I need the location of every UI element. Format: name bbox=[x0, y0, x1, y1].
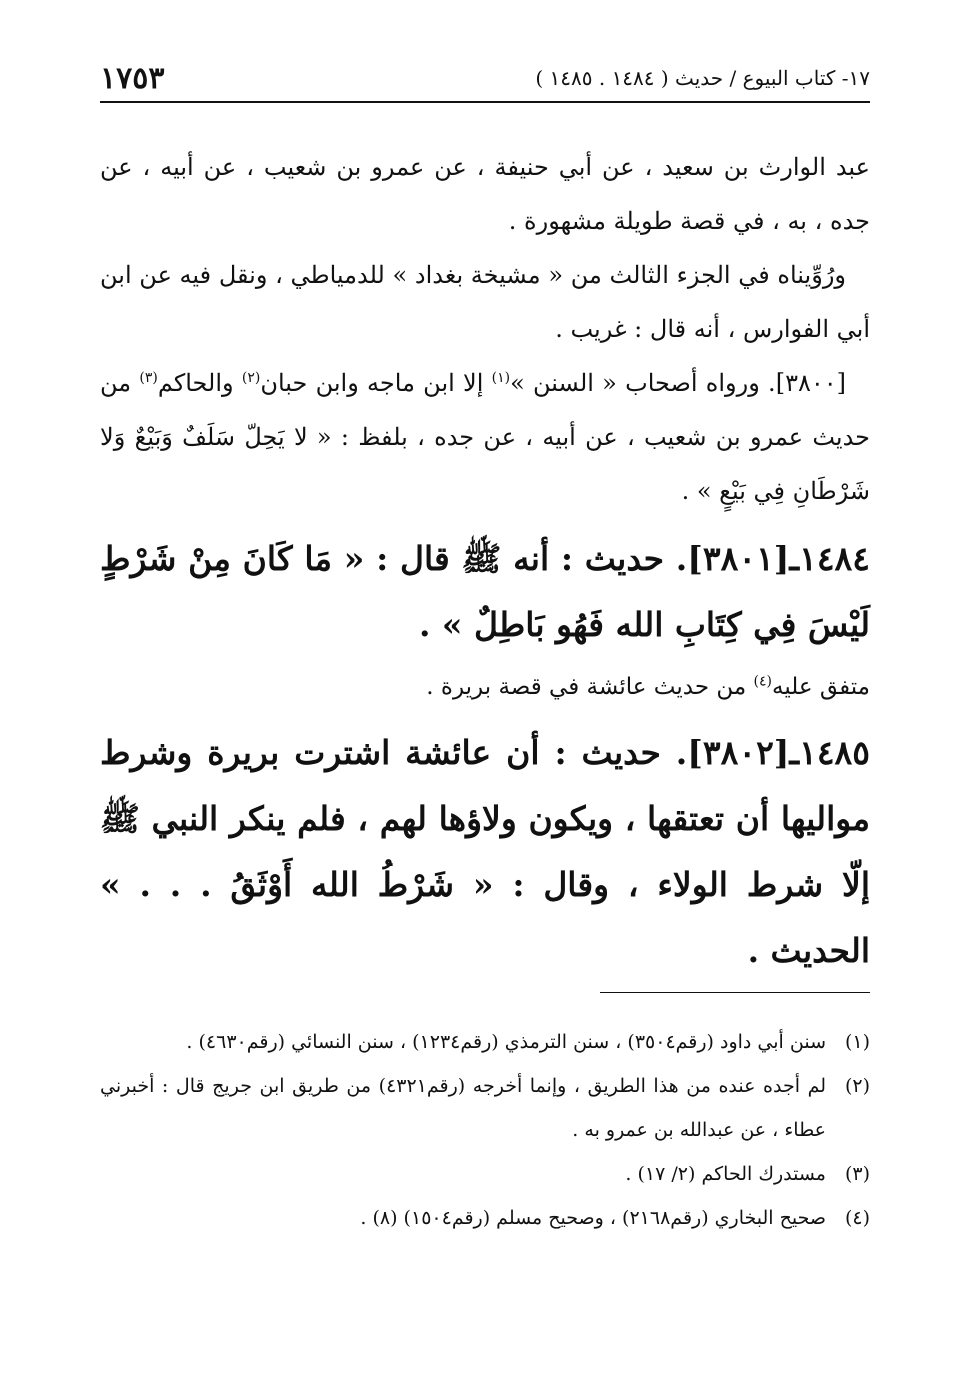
attribution-text-b: من حديث عائشة في قصة بريرة . bbox=[426, 674, 754, 700]
footnote-number: (٢) bbox=[844, 1075, 870, 1097]
footnote-number: (٣) bbox=[844, 1163, 870, 1185]
paragraph-3800 bbox=[100, 356, 870, 518]
footnote-2 bbox=[100, 1064, 870, 1152]
hadith-1485: ١٤٨٥ـ[٣٨٠٢]. حديث : أن عائشة اشترت بريرة وشرط مواليها أن تعتقها ، ويكون ولاؤها لهم ، فلم ينكر النبي ﷺ إلّا شرط الولاء ، وقال : « شَرْطُ الله أَوْثَقُ . . . » الحديث . bbox=[100, 733, 870, 970]
footnote-text: مستدرك الحاكم (٢/ ١٧) . bbox=[625, 1163, 826, 1185]
footnote-ref-2[interactable]: (٢) bbox=[241, 370, 261, 386]
paragraph-3800-part-a: [٣٨٠٠]. ورواه أصحاب « السنن » bbox=[510, 369, 846, 397]
header-divider bbox=[100, 101, 870, 103]
running-header-title: ١٧- كتاب البيوع / حديث ( ١٤٨٤ . ١٤٨٥ ) bbox=[535, 66, 870, 90]
paragraph-chain-of-narration: عبد الوارث بن سعيد ، عن أبي حنيفة ، عن عمرو بن شعيب ، عن أبيه ، عن جده ، به ، في قصة طويلة مشهورة . bbox=[100, 153, 870, 235]
footnote-ref-1[interactable]: (١) bbox=[491, 370, 511, 386]
footnote-divider bbox=[600, 992, 870, 993]
paragraph-3800-part-d: من حديث عمرو بن شعيب ، عن أبيه ، عن جده ، بلفظ : « لا يَحِلّ سَلَفٌ وَبَيْعٌ وَلا شَرْطَانِ فِي بَيْعٍ » . bbox=[100, 369, 870, 505]
main-text bbox=[100, 140, 870, 984]
hadith-1484: ١٤٨٤ـ[٣٨٠١]. حديث : أنه ﷺ قال : « مَا كَانَ مِنْ شَرْطٍ لَيْسَ فِي كِتَابِ الله فَهُو بَاطِلٌ » . bbox=[100, 539, 870, 644]
page-number: ١٧٥٣ bbox=[100, 60, 165, 96]
footnote-4 bbox=[100, 1196, 870, 1240]
footnote-number: (٤) bbox=[844, 1207, 870, 1229]
footnote-text: سنن أبي داود (رقم٣٥٠٤) ، سنن الترمذي (رقم١٢٣٤) ، سنن النسائي (رقم٤٦٣٠) . bbox=[186, 1031, 826, 1053]
footnote-text: صحيح البخاري (رقم٢١٦٨) ، وصحيح مسلم (رقم١٥٠٤) (٨) . bbox=[360, 1207, 826, 1229]
attribution-text-a: متفق عليه bbox=[772, 674, 870, 700]
paragraph-riwayah: ورُوِّيناه في الجزء الثالث من « مشيخة بغداد » للدمياطي ، ونقل فيه عن ابن أبي الفوارس ، أنه قال : غريب . bbox=[100, 261, 870, 343]
paragraph-3800-part-c: والحاكم bbox=[157, 369, 242, 397]
footnote-number: (١) bbox=[844, 1031, 870, 1053]
footnote-text: لم أجده عنده من هذا الطريق ، وإنما أخرجه (رقم٤٣٢١) من طريق ابن جريج قال : أخبرني عطاء ، عن عبدالله بن عمرو به . bbox=[100, 1075, 827, 1141]
running-header bbox=[100, 58, 870, 98]
footnotes bbox=[100, 1020, 870, 1240]
footnote-ref-4[interactable]: (٤) bbox=[753, 673, 772, 690]
paragraph-3800-part-b: إلا ابن ماجه وابن حبان bbox=[260, 369, 492, 397]
footnote-3 bbox=[100, 1152, 870, 1196]
footnote-1 bbox=[100, 1020, 870, 1064]
hadith-1484-attribution bbox=[100, 662, 870, 712]
footnote-ref-3[interactable]: (٣) bbox=[139, 370, 158, 386]
